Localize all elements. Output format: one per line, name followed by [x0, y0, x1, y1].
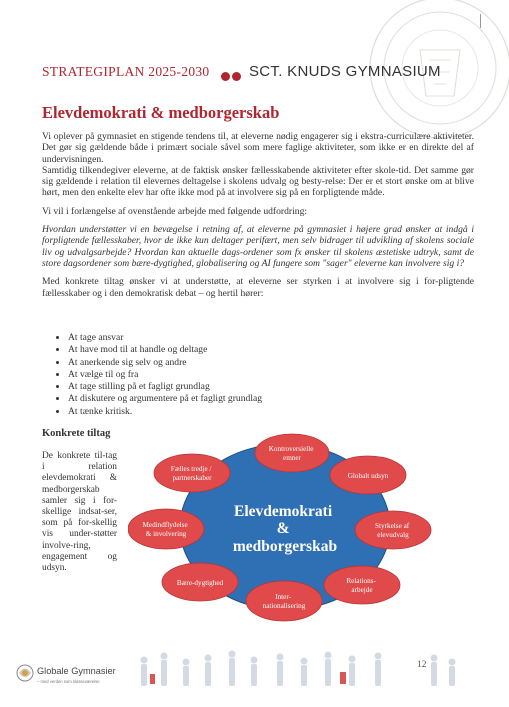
node-styrkelse-elevudvalg [355, 511, 431, 549]
paragraph-1: Vi oplever på gymnasiet en stigende tendens til, at eleverne nødig engagerer sig i ekstra-curriculære aktiviteter. Det gør sig gældende både i primært sociale såvel som mere faglige aktiviteter, som ikke er en direkte del af undervisningen. [42, 131, 474, 165]
values-list [42, 332, 262, 418]
subsection-title: Konkrete tiltag [42, 428, 111, 439]
node-faelles-tredje [154, 454, 230, 492]
svg-text:Relations- arbejde: Relations- arbejde [346, 577, 376, 594]
concept-diagram [128, 430, 448, 650]
top-rule [480, 14, 481, 28]
list-item: • At anerkende sig selv og andre [68, 357, 262, 369]
section-title: Elevdemokrati & medborgerskab [42, 103, 280, 122]
svg-text:Globalt udsyn: Globalt udsyn [347, 472, 389, 480]
list-item: • At diskutere og argumentere på et fagligt grundlag [68, 393, 262, 405]
svg-text:Medindflydelse & involve: Medindflydelse & involvering [142, 521, 188, 538]
paragraph-2: Samtidig tilkendegiver eleverne, at de faktisk ønsker fællesskabende aktiviteter efter skole-tid. Det samme gør sig gældende i relation til elevernes deltagelse i skolens udvalg og besty-relse: Der er et stort ønske om at blive hørt, men den enkelte elev har ofte ikke mod på at involvere sig på en forpligtende måde. [42, 164, 474, 199]
page-header [42, 64, 482, 84]
strategy-title: STRATEGIPLAN 2025-2030 [42, 64, 210, 79]
svg-text:Kontroversielle emner: Kontroversielle emner [268, 445, 314, 462]
svg-text:Styrkelse af elevudvalg: Styrkelse af elevudvalg [375, 522, 410, 539]
svg-text:Inter- nationalisering: Inter- nationalisering [262, 593, 306, 610]
page-number: 12 [417, 660, 427, 670]
subsection-text: De konkrete til-tag i relation elevdemokrati & medborgerskab samler sig i for-skellige indsat-ser, som på for-skellig vis under-støtter involve-ring, engagement og udsyn. [42, 451, 117, 574]
center-label-line1: Elevdemokrati [233, 503, 333, 520]
node-globalt-udsyn [330, 456, 406, 494]
center-label-line3: medborgerskab [232, 538, 338, 555]
body-text [42, 131, 474, 306]
svg-text:Bære-dygtighed: Bære-dygtighed [176, 579, 224, 587]
list-item: • At tage ansvar [68, 332, 262, 344]
list-item: • At tænke kritisk. [68, 406, 262, 418]
list-item: • At tage stilling på et fagligt grundlag [68, 381, 262, 393]
student-silhouettes-decoration [134, 646, 459, 694]
paragraph-5: Med konkrete tiltag ønsker vi at understøtte, at eleverne ser styrken i at involvere sig i for-pligtende fællesskaber og i den demokratisk debat – og hertil hører: [42, 276, 474, 299]
list-item: • At have mod til at handle og deltage [68, 344, 262, 356]
paragraph-3: Vi vil i forlængelse af ovenstående arbejde med følgende udfordring: [42, 205, 308, 217]
svg-text:Globale Gymnasier: Globale Gymnasier [37, 666, 116, 676]
svg-text:Fælles tredje / partners: Fælles tredje / partnerskaber [170, 465, 212, 482]
center-label-line2: & [276, 520, 290, 537]
list-item: • At vælge til og fra [68, 369, 262, 381]
node-medindflydelse [128, 509, 204, 549]
svg-text:– med verden som klasseværelse: – med verden som klasseværelse [37, 679, 100, 684]
header-dots [221, 68, 243, 86]
node-internationalisering [246, 581, 322, 621]
globale-gymnasier-logo [15, 659, 125, 689]
node-baeredygtighed [162, 563, 238, 601]
school-name: SCT. KNUDS GYMNASIUM [249, 63, 441, 80]
node-kontroversielle [255, 434, 329, 472]
challenge-question: Hvordan understøtter vi en bevægelse i retning af, at eleverne på gymnasiet i højere grad ønsker at indgå i forpligtende fællesskaber, hvor de ikke kun deltager perifært, men selv bidrager til udvikling af skolens sociale liv og udvalgsarbejde? Hvordan kan aktuelle dags-ordener som fx ønsker til skolens æstetiske udtryk, samt de store dagsordener som bære-dygtighed, globalisering og AI fungere som "sager" eleverne kan involvere sig i? [42, 224, 474, 269]
node-relationsarbejde [324, 566, 400, 604]
